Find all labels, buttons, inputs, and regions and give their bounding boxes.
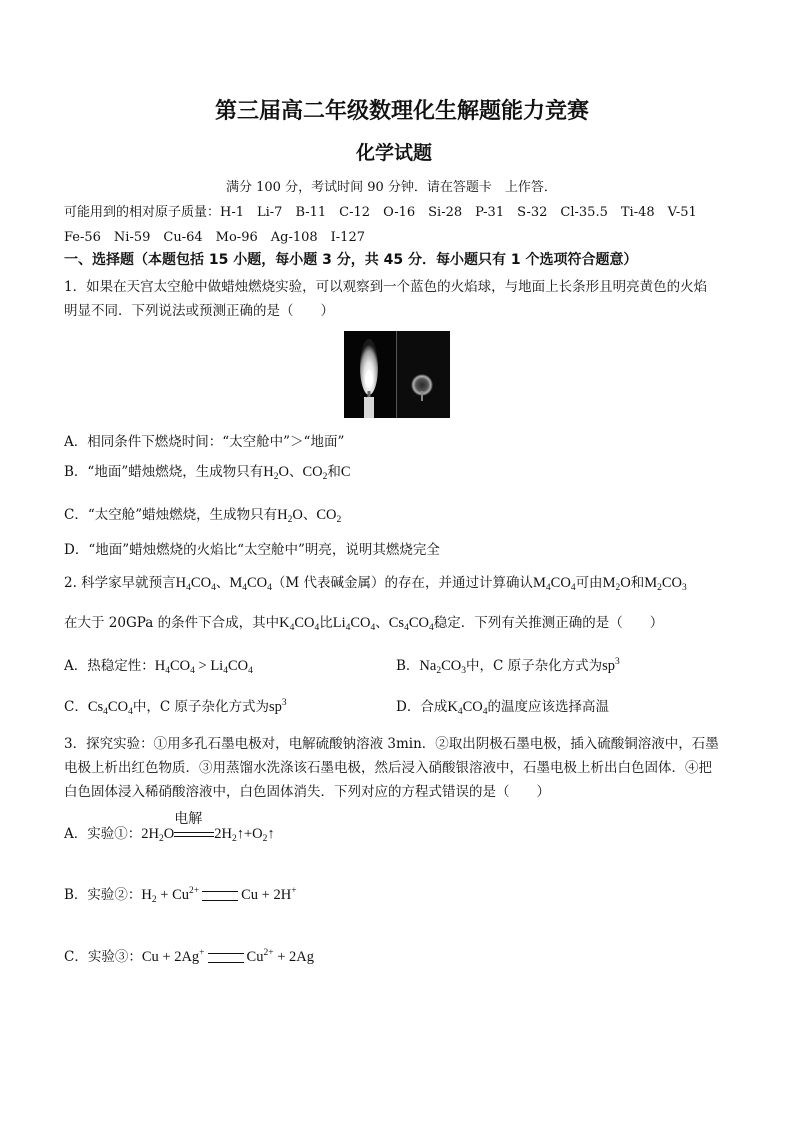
q2-option-d-text: D．合成 xyxy=(396,699,448,715)
q2-stem-line2-suffix: 稳定．下列有关推测正确的是（ ） xyxy=(433,615,664,631)
q2-option-c: C．$Cs_4CO_4$中，C 原子杂化方式为$sp^3$ xyxy=(64,698,287,717)
atomic-masses-line-1: 可能用到的相对原子质量：H-1 Li-7 B-11 C-12 O-16 Si-28 P-31 S-32 Cl-35.5 Ti-48 V-51 xyxy=(64,205,697,220)
q1-option-b-text: B．“地面”蜡烛燃烧，生成物只有 xyxy=(64,464,264,480)
paper-title: 第三届高二年级数理化生解题能力竞赛 xyxy=(215,99,590,124)
electrolysis-condition: 电解 xyxy=(174,810,203,827)
electrolysis-equals-sign xyxy=(174,810,214,842)
q2-stem-and: 和 xyxy=(630,575,645,591)
q3-stem-line-2: 电极上析出红色物质．③用蒸馏水洗涤该石墨电极，然后浸入硝酸银溶液中，石墨电极上析出白色固体．④把 xyxy=(64,760,712,776)
q2-option-b: B．$Na_2CO_3$中，C 原子杂化方式为$sp^3$ xyxy=(396,657,620,676)
q2-option-c-middle: 中，C 原子杂化方式为 xyxy=(132,699,269,715)
section-heading: 一、选择题（本题包括 15 小题，每小题 3 分，共 45 分．每小题只有 1 个选项符合题意） xyxy=(64,252,638,268)
q2-stem-line-1: 2. 科学家早就预言$H_4CO_4$、$M_4CO_4(M$ 代表碱金属）的存在，并通过计算确认$M_4CO_4$可由$M_2O$和$M_2CO_3$ xyxy=(64,575,687,593)
q3-option-a-text: A．实验①： xyxy=(64,826,142,842)
exam-instructions: 满分 100 分，考试时间 90 分钟．请在答题卡 上作答． xyxy=(226,180,557,195)
q2-stem-than: 比 xyxy=(319,615,333,631)
q2-stem-prefix: 2. 科学家早就预言 xyxy=(64,575,176,591)
q1-stem-line-1: 1．如果在天宫太空舱中做蜡烛燃烧实验，可以观察到一个蓝色的火焰球，与地面上长条形且明亮黄色的火焰 xyxy=(64,279,708,295)
q1-option-d: D．“地面”蜡烛燃烧的火焰比“太空舱中”明亮，说明其燃烧完全 xyxy=(64,542,440,558)
atomic-masses-line-2: Fe-56 Ni-59 Cu-64 Mo-96 Ag-108 I-127 xyxy=(64,230,365,245)
q2-stem-line-2: 在大于 20GPa 的条件下合成，其中$K_4CO_4$比$Li_4CO_4$、$Cs_4CO_4$稳定．下列有关推测正确的是（ ） xyxy=(64,615,664,633)
candle-flame-photo xyxy=(344,331,450,418)
q3-option-b: B．实验②：$H_2 + Cu^{2+}$ Cu + 2H+ xyxy=(64,886,297,905)
q2-option-d-suffix: 的温度应该选择高温 xyxy=(487,699,609,715)
q2-option-d: D．合成$K_4CO_4$的温度应该选择高温 xyxy=(396,699,609,717)
q1-option-c: C．“太空舱”蜡烛燃烧，生成物只有$H_2O$、$CO_2$ xyxy=(64,507,342,525)
q3-option-c: C．实验③：Cu + 2Ag+ $Cu^{2+} + 2Ag$ xyxy=(64,948,314,965)
q1-option-c-text: C．“太空舱”蜡烛燃烧，生成物只有 xyxy=(64,507,278,523)
q2-option-b-middle: 中，C 原子杂化方式为 xyxy=(466,658,603,674)
paper-subtitle: 化学试题 xyxy=(356,142,433,164)
equals-sign xyxy=(208,953,244,963)
q2-option-b-text: B． xyxy=(396,658,420,674)
q3-option-a: A．实验①：$2H_2O$ 电解 $2H_2↑+O_2↑$ xyxy=(64,822,275,844)
flame-comparison-image xyxy=(344,331,450,418)
q3-option-c-text: C．实验③： xyxy=(64,949,142,965)
q2-option-a: A．热稳定性：$H_4CO_4 > Li_4CO_4$ xyxy=(64,658,253,676)
q3-stem-line-1: 3．探究实验：①用多孔石墨电极对，电解硫酸钠溶液 3min．②取出阴极石墨电极，插入硫酸铜溶液中，石墨 xyxy=(64,736,719,752)
q3-stem-line-3: 白色固体浸入稀硝酸溶液中，白色固体消失．下列对应的方程式错误的是（ ） xyxy=(64,784,550,800)
q2-option-a-text: A．热稳定性： xyxy=(64,658,155,674)
q1-option-b: B．“地面”蜡烛燃烧，生成物只有$H_2O$、$CO_2$和C xyxy=(64,464,351,482)
q3-option-b-text: B．实验②： xyxy=(64,887,142,903)
q1-stem-line-2: 明显不同．下列说法或预测正确的是（ ） xyxy=(64,303,334,319)
q2-stem-can: 可由 xyxy=(575,575,603,591)
q2-option-c-text: C． xyxy=(64,699,88,715)
q2-stem-line2-prefix: 在大于 20GPa 的条件下合成，其中 xyxy=(64,615,280,631)
q1-option-a: A．相同条件下燃烧时间：“太空舱中”＞“地面” xyxy=(64,434,345,450)
equals-sign xyxy=(202,891,238,901)
q2-stem-middle: （M 代表碱金属）的存在，并通过计算确认 xyxy=(271,575,533,591)
